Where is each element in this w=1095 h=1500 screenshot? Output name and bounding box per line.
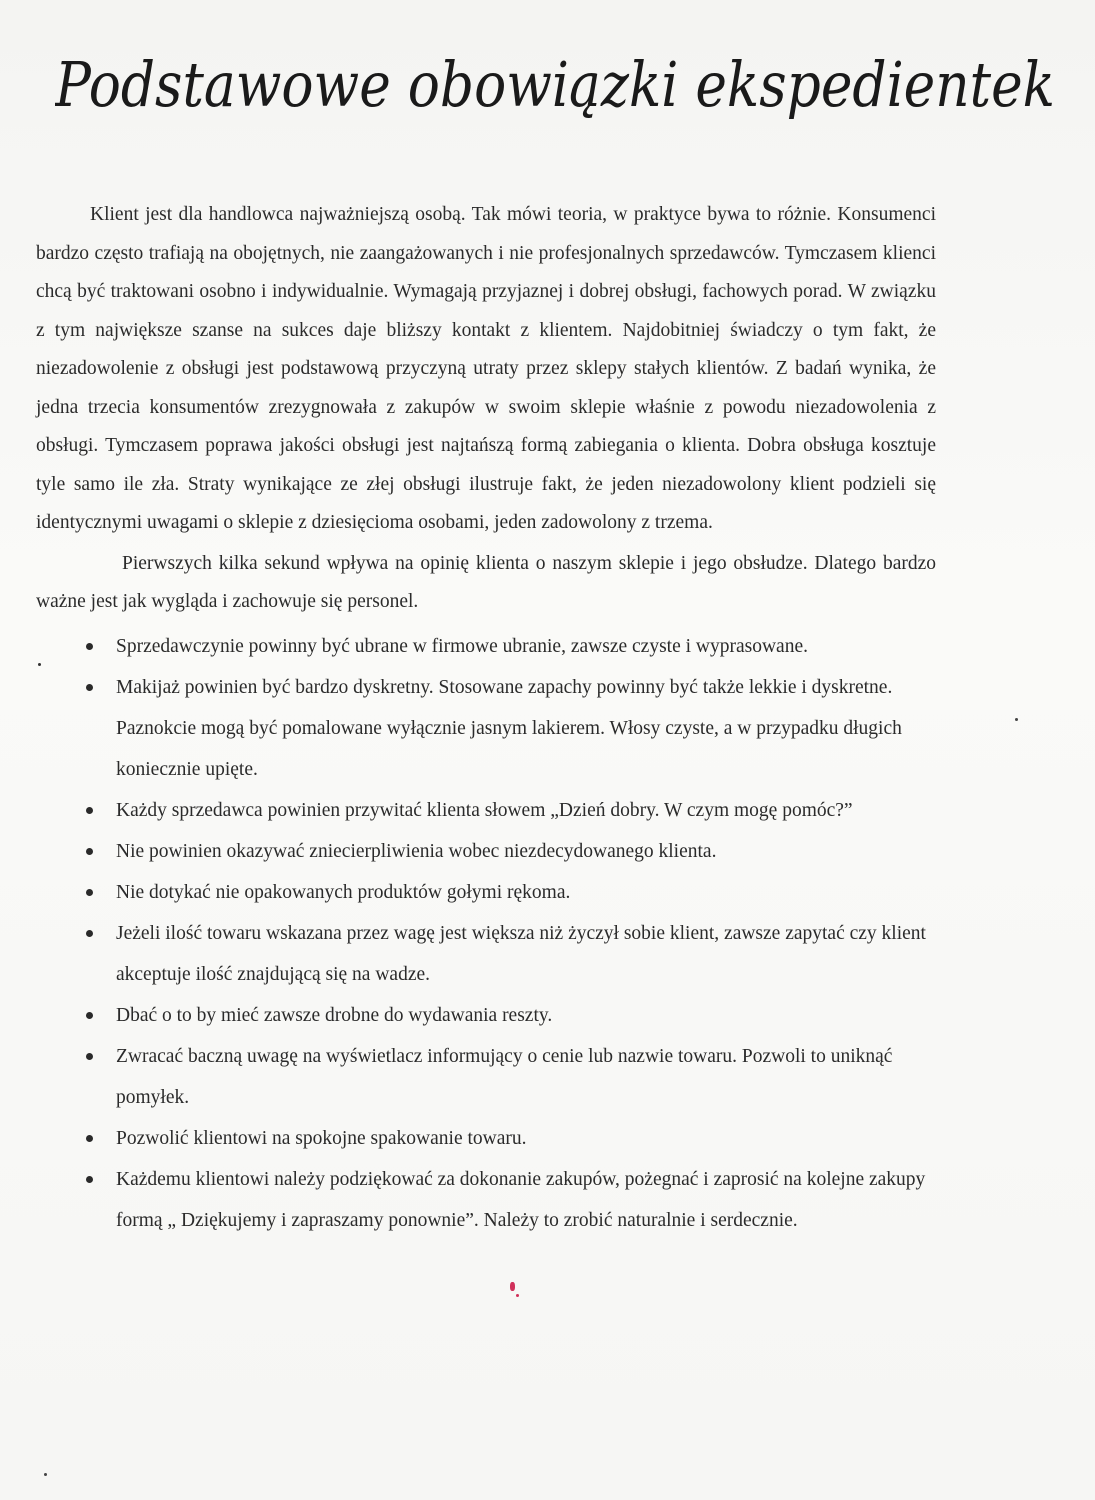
page-title: Podstawowe obowiązki ekspedientek	[55, 48, 1056, 121]
bullet-icon	[86, 807, 93, 814]
list-item-text: Każdemu klientowi należy podziękować za dokonanie zakupów, pożegnać i zaprosić na kolejne zakupy formą „ Dziękujemy i zapraszamy ponownie”. Należy to zrobić naturalnie i serdecznie.	[116, 1168, 926, 1231]
list-item	[36, 790, 936, 831]
document-body	[36, 196, 936, 1241]
list-item	[36, 995, 936, 1036]
stain-mark	[510, 1282, 515, 1291]
bullet-icon	[86, 643, 93, 650]
list-item-text: Dbać o to by mieć zawsze drobne do wydawania reszty.	[116, 1004, 553, 1026]
bullet-icon	[86, 889, 93, 896]
bullet-icon	[86, 684, 93, 691]
second-paragraph: Pierwszych kilka sekund wpływa na opinię klienta o naszym sklepie i jego obsłudze. Dlatego bardzo ważne jest jak wygląda i zachowuje się personel.	[36, 552, 936, 612]
list-item-text: Każdy sprzedawca powinien przywitać klienta słowem „Dzień dobry. W czym mogę pomóc?”	[116, 799, 853, 821]
stain-mark	[516, 1294, 519, 1297]
bullet-icon	[86, 1012, 93, 1019]
list-item-text: Sprzedawczynie powinny być ubrane w firmowe ubranie, zawsze czyste i wyprasowane.	[116, 635, 808, 657]
duties-list	[36, 626, 936, 1241]
list-item-text: Nie dotykać nie opakowanych produktów gołymi rękoma.	[116, 881, 571, 903]
list-item-text: Jeżeli ilość towaru wskazana przez wagę jest większa niż życzył sobie klient, zawsze zapytać czy klient akceptuje ilość znajdującą się na wadze.	[116, 922, 926, 985]
list-item	[36, 626, 936, 667]
intro-paragraph: Klient jest dla handlowca najważniejszą osobą. Tak mówi teoria, w praktyce bywa to różnie. Konsumenci bardzo często trafiają na obojętnych, nie zaangażowanych i nie profesjonalnych sprzedawców. Tymczasem klienci chcą być traktowani osobno i indywidualnie. Wymagają przyjaznej i dobrej obsługi, fachowych porad. W związku z tym największe szanse na sukces daje bliższy kontakt z klientem. Najdobitniej świadczy o tym fakt, że niezadowolenie z obsługi jest podstawową przyczyną utraty przez sklepy stałych klientów. Z badań wynika, że jedna trzecia konsumentów zrezygnowała z zakupów w swoim sklepie właśnie z powodu niezadowolenia z obsługi. Tymczasem poprawa jakości obsługi jest najtańszą formą zabiegania o klienta. Dobra obsługa kosztuje tyle samo ile zła. Straty wynikające ze złej obsługi ilustruje fakt, że jeden niezadowolony klient podzieli się identycznymi uwagami o sklepie z dziesięcioma osobami, jeden zadowolony z trzema.	[36, 204, 936, 533]
list-item	[36, 831, 936, 872]
bullet-icon	[86, 1053, 93, 1060]
list-item	[36, 872, 936, 913]
bullet-icon	[86, 848, 93, 855]
list-item-text: Pozwolić klientowi na spokojne spakowanie towaru.	[116, 1127, 527, 1149]
handwritten-title	[55, 28, 1065, 138]
bullet-icon	[86, 930, 93, 937]
bullet-icon	[86, 1135, 93, 1142]
ink-speck	[38, 663, 41, 666]
list-item	[36, 1036, 936, 1118]
list-item	[36, 667, 936, 790]
list-item	[36, 1118, 936, 1159]
ink-speck	[1015, 718, 1018, 721]
list-item	[36, 1159, 936, 1241]
list-item-text: Zwracać baczną uwagę na wyświetlacz informujący o cenie lub nazwie towaru. Pozwoli to uniknąć pomyłek.	[116, 1045, 893, 1108]
list-item-text: Nie powinien okazywać zniecierpliwienia wobec niezdecydowanego klienta.	[116, 840, 717, 862]
list-item-text: Makijaż powinien być bardzo dyskretny. Stosowane zapachy powinny być także lekkie i dyskretne. Paznokcie mogą być pomalowane wyłącznie jasnym lakierem. Włosy czyste, a w przypadku długich koniecznie upięte.	[116, 676, 902, 780]
handwritten-title-svg	[55, 28, 1065, 138]
bullet-icon	[86, 1176, 93, 1183]
ink-speck	[44, 1473, 47, 1476]
list-item	[36, 913, 936, 995]
